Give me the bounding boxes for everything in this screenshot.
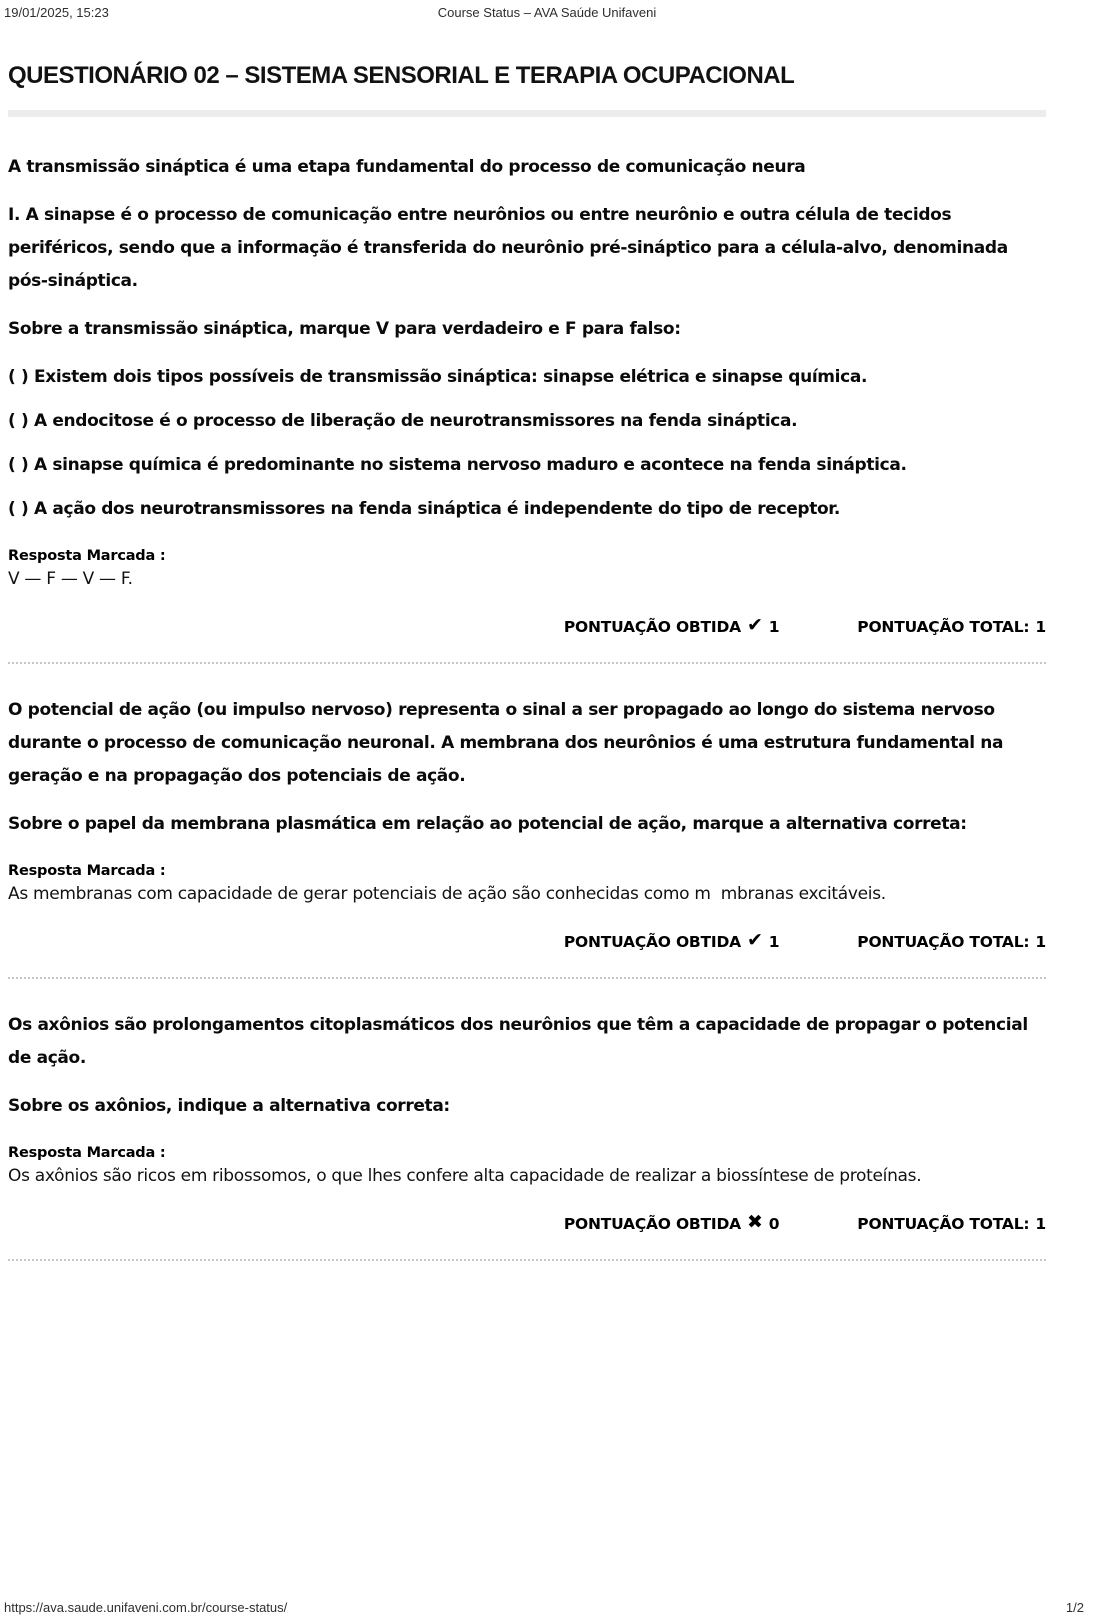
- score-total-value: 1: [1035, 1214, 1046, 1233]
- score-obtained-value: 1: [768, 617, 780, 636]
- question-option: ( ) A endocitose é o processo de liberação de neurotransmissores na fenda sináptica.: [8, 411, 798, 431]
- answer-label: Resposta Marcada :: [8, 548, 166, 564]
- question-block-2: [8, 694, 1046, 979]
- cross-icon: ✖: [746, 1211, 763, 1233]
- score-obtained: [563, 614, 780, 636]
- score-obtained-label: PONTUAÇÃO OBTIDA: [563, 617, 741, 636]
- score-obtained-label: PONTUAÇÃO OBTIDA: [563, 1214, 741, 1233]
- answer-text: As membranas com capacidade de gerar potenciais de ação são conhecidas como m mbranas excitáveis.: [8, 884, 886, 904]
- title-divider: [8, 110, 1046, 117]
- print-doc-title: Course Status – AVA Saúde Unifaveni: [437, 5, 657, 20]
- score-total-label: PONTUAÇÃO TOTAL:: [857, 617, 1030, 636]
- score-total-label: PONTUAÇÃO TOTAL:: [857, 1214, 1030, 1233]
- score-total-value: 1: [1035, 932, 1046, 951]
- score-obtained: [563, 929, 780, 951]
- check-icon: ✔: [746, 929, 763, 951]
- score-row: [8, 929, 1046, 951]
- score-total-value: 1: [1035, 617, 1046, 636]
- section-divider: [8, 1259, 1046, 1261]
- question-text: A transmissão sináptica é uma etapa fundamental do processo de comunicação neura: [8, 157, 806, 177]
- check-icon: ✔: [746, 614, 763, 636]
- question-text: I. A sinapse é o processo de comunicação entre neurônios ou entre neurônio e outra célula de tecidos periféricos, sendo que a informação é transferida do neurônio pré-sináptico para a célula-alvo, denominada pós-sináptica.: [8, 205, 1008, 291]
- score-total-label: PONTUAÇÃO TOTAL:: [857, 932, 1030, 951]
- question-option: ( ) A sinapse química é predominante no sistema nervoso maduro e acontece na fenda sináptica.: [8, 455, 907, 475]
- section-divider: [8, 662, 1046, 664]
- score-obtained: [563, 1211, 780, 1233]
- score-row: [8, 1211, 1046, 1233]
- question-prompt: Sobre a transmissão sináptica, marque V para verdadeiro e F para falso:: [8, 319, 681, 339]
- print-datetime: 19/01/2025, 15:23: [4, 5, 109, 20]
- question-text: Os axônios são prolongamentos citoplasmáticos dos neurônios que têm a capacidade de propagar o potencial de ação.: [8, 1015, 1028, 1068]
- print-footer: [4, 1600, 1084, 1615]
- score-obtained-label: PONTUAÇÃO OBTIDA: [563, 932, 741, 951]
- answer-label: Resposta Marcada :: [8, 1145, 166, 1161]
- score-total: [857, 933, 1046, 951]
- score-obtained-value: 0: [768, 1214, 780, 1233]
- print-header: [0, 5, 1094, 23]
- footer-url: https://ava.saude.unifaveni.com.br/course-status/: [4, 1600, 288, 1615]
- section-divider: [8, 977, 1046, 979]
- question-text: O potencial de ação (ou impulso nervoso) representa o sinal a ser propagado ao longo do sistema nervoso durante o processo de comunicação neuronal. A membrana dos neurônios é uma estrutura fundamental na geração e na propagação dos potenciais de ação.: [8, 700, 1004, 786]
- answer-label: Resposta Marcada :: [8, 863, 166, 879]
- question-block-1: [8, 151, 1046, 664]
- question-prompt: Sobre os axônios, indique a alternativa correta:: [8, 1096, 450, 1116]
- question-prompt: Sobre o papel da membrana plasmática em relação ao potencial de ação, marque a alternativa correta:: [8, 814, 967, 834]
- score-total: [857, 618, 1046, 636]
- question-option: ( ) Existem dois tipos possíveis de transmissão sináptica: sinapse elétrica e sinapse química.: [8, 367, 868, 387]
- footer-page-number: 1/2: [1065, 1600, 1084, 1615]
- question-block-3: [8, 1009, 1046, 1261]
- answer-text: Os axônios são ricos em ribossomos, o que lhes confere alta capacidade de realizar a biossíntese de proteínas.: [8, 1166, 922, 1186]
- score-obtained-value: 1: [768, 932, 780, 951]
- page-title: QUESTIONÁRIO 02 – SISTEMA SENSORIAL E TERAPIA OCUPACIONAL: [8, 62, 795, 89]
- score-row: [8, 614, 1046, 636]
- score-total: [857, 1215, 1046, 1233]
- answer-text: V — F — V — F.: [8, 569, 133, 589]
- question-option: ( ) A ação dos neurotransmissores na fenda sináptica é independente do tipo de receptor.: [8, 499, 841, 519]
